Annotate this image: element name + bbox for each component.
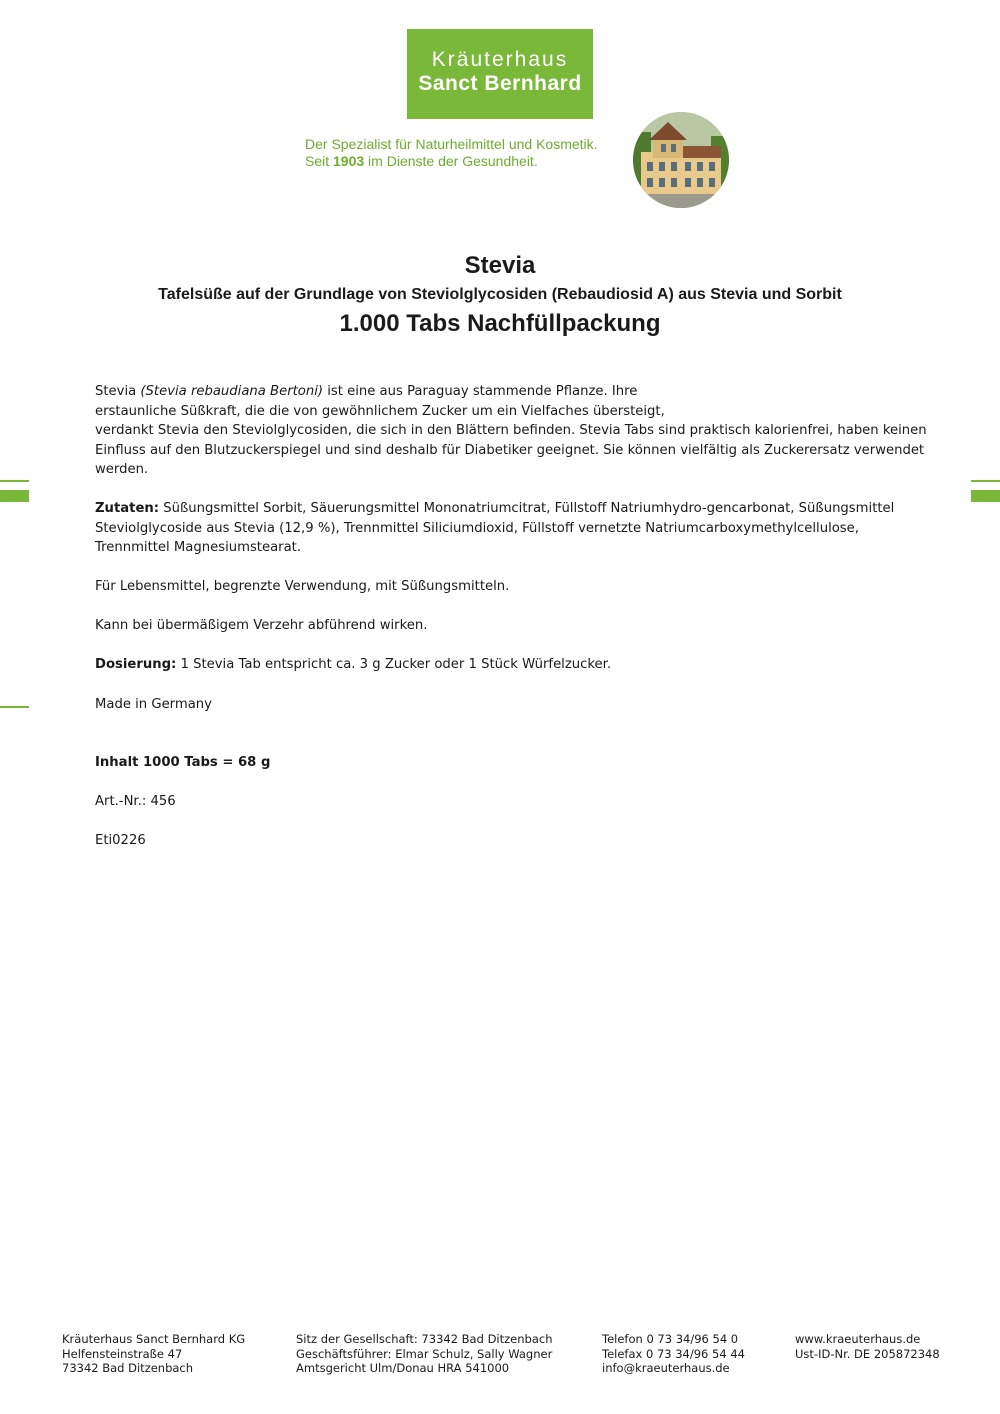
company-logo xyxy=(407,29,593,119)
fold-mark-left-thick xyxy=(0,490,29,502)
description-line: Einfluss auf den Blutzuckerspiegel und sind deshalb für Diabetiker geeignet. Sie können vielfältig als Zuckerersatz verwendet xyxy=(95,442,925,458)
warning-text: Kann bei übermäßigem Verzehr abführend wirken. xyxy=(95,618,428,633)
ingredients-text: Süßungsmittel Sorbit, Säuerungsmittel Mononatriumcitrat, Füllstoff Natriumhydro-gencarbonat, Süßungsmittel xyxy=(159,501,895,516)
product-subtitle: Tafelsüße auf der Grundlage von Steviolglycosiden (Rebaudiosid A) aus Stevia und Sorbit xyxy=(158,286,842,303)
botanical-name: (Stevia rebaudiana Bertoni) xyxy=(140,384,324,399)
tagline-suffix: im Dienste der Gesundheit. xyxy=(364,153,538,169)
description-line: erstaunliche Süßkraft, die die von gewöhnlichem Zucker um ein Vielfaches übersteigt, xyxy=(95,403,665,419)
tagline-line-1: Der Spezialist für Naturheilmittel und Kosmetik. xyxy=(305,136,598,152)
description-text: ist eine aus Paraguay stammende Pflanze. Ihre xyxy=(323,384,638,399)
footer-line: Amtsgericht Ulm/Donau HRA 541000 xyxy=(296,1361,510,1376)
article-text: Art.-Nr.: 456 xyxy=(95,794,176,809)
content-text: Inhalt 1000 Tabs = 68 g xyxy=(95,755,271,770)
tagline-year: 1903 xyxy=(333,153,365,169)
package-size: 1.000 Tabs Nachfüllpackung xyxy=(339,310,661,337)
footer-web xyxy=(795,1332,940,1361)
footer-phone: Telefon 0 73 34/96 54 0 xyxy=(602,1332,739,1346)
footer-company xyxy=(62,1332,245,1376)
fold-mark-left-thin xyxy=(0,480,29,482)
ingredients-label: Zutaten: xyxy=(95,501,160,516)
footer-fax: Telefax 0 73 34/96 54 44 xyxy=(602,1346,745,1361)
footer-line: Geschäftsführer: Elmar Schulz, Sally Wagner xyxy=(296,1346,553,1361)
footer-contact xyxy=(602,1332,745,1376)
dosage-line xyxy=(95,655,611,675)
footer-line: Kräuterhaus Sanct Bernhard KG xyxy=(62,1332,246,1346)
ingredients-line xyxy=(95,499,894,519)
fold-mark-right-thick xyxy=(971,490,1000,502)
usage-text: Für Lebensmittel, begrenzte Verwendung, mit Süßungsmitteln. xyxy=(95,579,510,594)
description-line xyxy=(95,382,637,402)
footer-legal xyxy=(296,1332,552,1376)
company-tagline xyxy=(305,136,598,170)
footer-email[interactable]: info@kraeuterhaus.de xyxy=(602,1361,730,1376)
tagline-prefix: Seit xyxy=(305,153,334,169)
description-text: Stevia xyxy=(95,384,141,399)
logo-line-1: Kräuterhaus xyxy=(431,48,569,71)
label-code-text: Eti0226 xyxy=(95,833,146,848)
description-line: werden. xyxy=(95,462,149,477)
footer-line: 73342 Bad Ditzenbach xyxy=(62,1361,194,1376)
footer-line: Helfensteinstraße 47 xyxy=(62,1346,183,1361)
product-name: Stevia xyxy=(464,252,536,279)
fold-mark-right-thin xyxy=(971,480,1000,482)
tagline-line-2 xyxy=(305,153,598,170)
building-photo xyxy=(633,112,729,208)
punch-mark-left xyxy=(0,706,29,708)
dosage-text: 1 Stevia Tab entspricht ca. 3 g Zucker oder 1 Stück Würfelzucker. xyxy=(176,657,612,672)
footer-website[interactable]: www.kraeuterhaus.de xyxy=(795,1332,921,1346)
logo-line-2: Sanct Bernhard xyxy=(418,72,582,95)
footer-line: Sitz der Gesellschaft: 73342 Bad Ditzenbach xyxy=(296,1332,553,1346)
description-line: verdankt Stevia den Steviolglycosiden, die sich in den Blättern befinden. Stevia Tabs sind praktisch kalorienfrei, haben keinen xyxy=(95,423,927,438)
ingredients-line: Trennmittel Magnesiumstearat. xyxy=(95,540,302,555)
ingredients-line: Steviolglycoside aus Stevia (12,9 %), Trennmittel Siliciumdioxid, Füllstoff vernetzte Natriumcarboxymethylcellulose, xyxy=(95,520,859,536)
content-line xyxy=(95,753,270,773)
origin-text: Made in Germany xyxy=(95,697,212,712)
footer-vat-id: Ust-ID-Nr. DE 205872348 xyxy=(795,1346,940,1361)
dosage-label: Dosierung: xyxy=(95,657,177,672)
